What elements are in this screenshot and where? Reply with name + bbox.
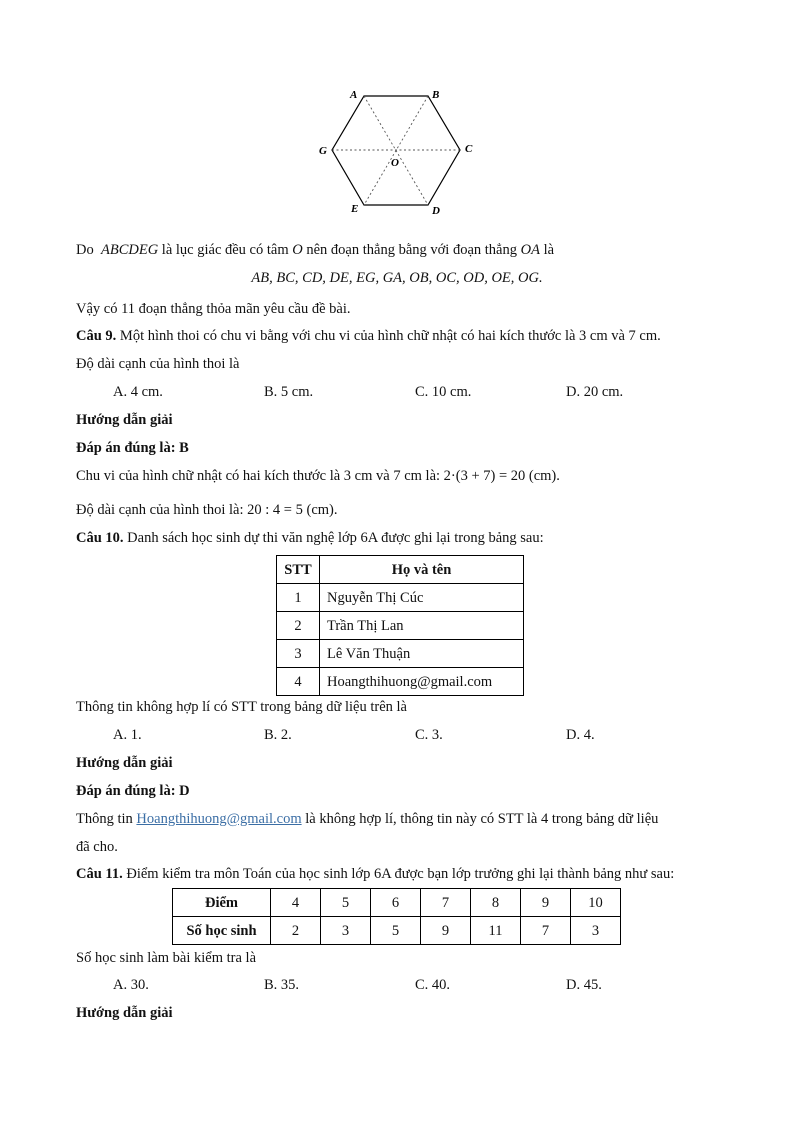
q10-guide-heading: Hướng dẫn giải — [76, 755, 173, 771]
q10-table — [276, 555, 524, 696]
q10-question: Thông tin không hợp lí có STT trong bảng dữ liệu trên là — [76, 699, 407, 715]
q11-option-d: D. 45. — [566, 977, 602, 993]
cell-stt: 3 — [277, 640, 320, 668]
score-cell: 7 — [421, 889, 471, 917]
shape-name: ABCDEG — [100, 242, 159, 258]
cell-stt: 2 — [277, 612, 320, 640]
score-cell: 10 — [571, 889, 621, 917]
formula: 2·(3 + 7) = 20 — [443, 468, 526, 484]
count-cell: 5 — [371, 917, 421, 945]
q10-text: Danh sách học sinh dự thi văn nghệ lớp 6A được ghi lại trong bảng sau: — [127, 530, 544, 546]
q9-option-d: D. 20 cm. — [566, 384, 624, 400]
q10-option-b: B. 2. — [264, 727, 292, 743]
q9-option-c: C. 10 cm. — [415, 384, 472, 400]
header-name: Họ và tên — [320, 556, 524, 584]
q9-label: Câu 9. — [76, 328, 117, 344]
cell-name: Lê Văn Thuận — [320, 640, 524, 668]
count-cell: 3 — [321, 917, 371, 945]
label-C: C — [465, 143, 473, 155]
table-row — [277, 584, 524, 612]
count-cell: 9 — [421, 917, 471, 945]
center-name: O — [292, 242, 303, 258]
label-G: G — [319, 145, 327, 157]
text: Do — [76, 242, 94, 258]
q11-label: Câu 11. — [76, 866, 123, 882]
q11-option-a: A. 30. — [113, 977, 149, 993]
text: là — [543, 242, 555, 258]
email-link[interactable]: Hoangthihuong@gmail.com — [136, 811, 302, 827]
q10-statement — [76, 529, 544, 547]
count-cell: 3 — [571, 917, 621, 945]
q9-statement-2: Độ dài cạnh của hình thoi là — [76, 356, 240, 372]
q10-solution — [76, 810, 658, 828]
conclusion: Vậy có 11 đoạn thẳng thỏa mãn yêu cầu đề bài. — [76, 301, 351, 317]
q11-option-b: B. 35. — [264, 977, 300, 993]
hexagon-figure — [0, 0, 794, 230]
unit: (cm). — [306, 502, 338, 518]
q11-question: Số học sinh làm bài kiểm tra là — [76, 950, 257, 966]
table-row — [277, 640, 524, 668]
cell-name: Nguyễn Thị Cúc — [320, 584, 524, 612]
table-row — [173, 889, 621, 917]
q10-option-a: A. 1. — [113, 727, 142, 743]
header-stt: STT — [277, 556, 320, 584]
q10-answer: Đáp án đúng là: D — [76, 783, 190, 799]
q9-answer: Đáp án đúng là: B — [76, 440, 189, 456]
cell-name: Hoangthihuong@gmail.com — [320, 668, 524, 696]
formula: 20 : 4 = 5 — [247, 502, 303, 518]
label-O: O — [391, 157, 399, 169]
cell-stt: 4 — [277, 668, 320, 696]
row-header-students: Số học sinh — [173, 917, 271, 945]
score-cell: 4 — [271, 889, 321, 917]
text: Chu vi của hình chữ nhật có hai kích thước là 3 cm và 7 cm là: — [76, 468, 441, 484]
table-header-row — [277, 556, 524, 584]
table-row — [277, 668, 524, 696]
q10-label: Câu 10. — [76, 530, 124, 546]
text: Độ dài cạnh của hình thoi là: — [76, 502, 244, 518]
label-A: A — [350, 89, 358, 101]
text: là không hợp lí, thông tin này có STT là 4 trong bảng dữ liệu — [305, 811, 659, 827]
q11-statement — [76, 865, 674, 883]
label-D: D — [432, 205, 440, 217]
count-cell: 11 — [471, 917, 521, 945]
q9-statement — [76, 327, 661, 345]
segment-list: AB, BC, CD, DE, EG, GA, OB, OC, OD, OE, OG. — [251, 270, 543, 286]
score-cell: 6 — [371, 889, 421, 917]
q9-solution-1 — [76, 467, 560, 485]
cell-stt: 1 — [277, 584, 320, 612]
q9-text: Một hình thoi có chu vi bằng với chu vi của hình chữ nhật có hai kích thước là 3 cm và 7 cm. — [119, 328, 661, 344]
unit: (cm). — [528, 468, 560, 484]
cell-name: Trần Thị Lan — [320, 612, 524, 640]
q11-option-c: C. 40. — [415, 977, 451, 993]
score-cell: 8 — [471, 889, 521, 917]
text: là lục giác đều có tâm — [161, 242, 289, 258]
label-B: B — [432, 89, 440, 101]
count-cell: 7 — [521, 917, 571, 945]
q10-solution-2: đã cho. — [76, 839, 118, 855]
text: Thông tin — [76, 811, 133, 827]
table-row — [173, 917, 621, 945]
q9-guide-heading: Hướng dẫn giải — [76, 412, 173, 428]
q9-option-b: B. 5 cm. — [264, 384, 314, 400]
score-cell: 5 — [321, 889, 371, 917]
table-row — [277, 612, 524, 640]
q10-option-c: C. 3. — [415, 727, 443, 743]
q10-option-d: D. 4. — [566, 727, 595, 743]
q11-text: Điểm kiểm tra môn Toán của học sinh lớp 6A được bạn lớp trưởng ghi lại thành bảng như sau: — [126, 866, 675, 882]
segment-name: OA — [520, 242, 540, 258]
score-cell: 9 — [521, 889, 571, 917]
intro-line1 — [76, 241, 554, 259]
text: nên đoạn thẳng bằng với đoạn thẳng — [306, 242, 517, 258]
label-E: E — [351, 203, 359, 215]
q11-guide-heading: Hướng dẫn giải — [76, 1005, 173, 1021]
q11-table — [172, 888, 621, 945]
count-cell: 2 — [271, 917, 321, 945]
q9-solution-2 — [76, 501, 337, 519]
row-header-score: Điểm — [173, 889, 271, 917]
q9-option-a: A. 4 cm. — [113, 384, 163, 400]
